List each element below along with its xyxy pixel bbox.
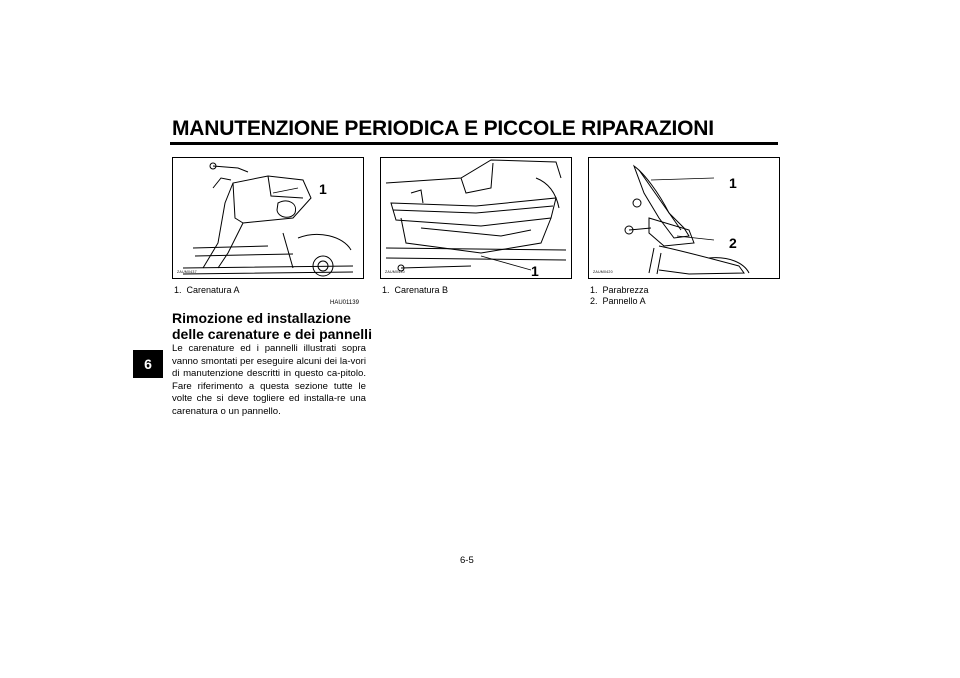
caption-item [590, 296, 649, 307]
caption-item [382, 285, 448, 296]
caption-text: Carenatura A [186, 285, 240, 295]
fairing-a-illustration [173, 158, 363, 278]
caption-text: Carenatura B [394, 285, 449, 295]
figure-code: ZAUM0420 [593, 270, 613, 274]
section-heading: Rimozione ed installazione delle carenature e dei pannelli [172, 310, 372, 342]
figure-code: ZAUM0437 [177, 270, 197, 274]
callout-1: 1 [729, 175, 737, 191]
figure-fairing-a [172, 157, 364, 279]
page-title: MANUTENZIONE PERIODICA E PICCOLE RIPARAZIONI [172, 117, 714, 140]
caption-text: Parabrezza [602, 285, 649, 295]
figure-fairing-b [380, 157, 572, 279]
callout-1: 1 [531, 263, 539, 278]
caption-number: 1. [382, 285, 390, 295]
figure-code: ZAUM0430 [385, 270, 405, 274]
caption-text: Pannello A [602, 296, 646, 306]
figure-windshield [588, 157, 780, 279]
caption-figure-3 [590, 285, 649, 307]
caption-number: 2. [590, 296, 598, 306]
caption-figure-2 [382, 285, 448, 296]
section-body: Le carenature ed i pannelli illustrati sopra vanno smontati per eseguire alcuni dei la-vori di manutenzione descritti in questo ca-pitolo. Fare riferimento a questa sezione tutte le volte che si deve togliere ed installa-re una carenatura o un pannello. [172, 343, 366, 417]
caption-number: 1. [174, 285, 182, 295]
caption-number: 1. [590, 285, 598, 295]
header-rule [170, 142, 778, 145]
caption-item [174, 285, 240, 296]
page-number: 6-5 [460, 555, 474, 566]
callout-2: 2 [729, 235, 737, 251]
section-code: HAU01139 [330, 300, 359, 306]
chapter-tab: 6 [133, 350, 163, 378]
windshield-illustration [589, 158, 779, 278]
callout-1: 1 [319, 181, 327, 197]
fairing-b-illustration [381, 158, 571, 278]
caption-item [590, 285, 649, 296]
caption-figure-1 [174, 285, 240, 296]
